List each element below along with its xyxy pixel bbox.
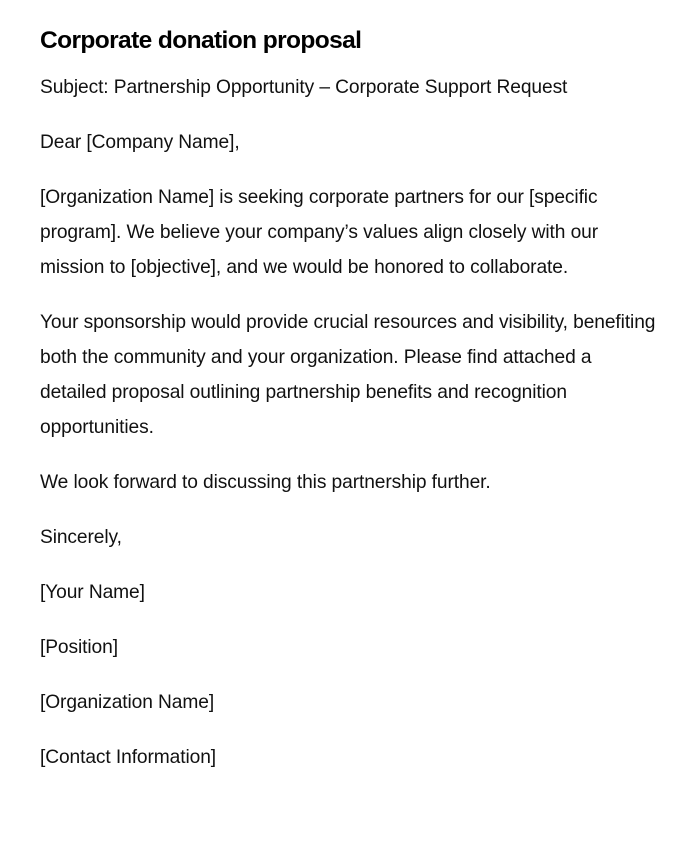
closing-line: Sincerely, [40,527,122,548]
signature-contact: [Contact Information] [40,747,217,768]
subject-line: Subject: Partnership Opportunity – Corporate Support Request [40,77,568,98]
signature-organization: [Organization Name] [40,692,215,713]
salutation: Dear [Company Name], [40,132,240,153]
document-title: Corporate donation proposal [40,27,362,54]
body-paragraph-closing: We look forward to discussing this partnership further. [40,472,491,493]
signature-name: [Your Name] [40,582,145,603]
signature-position: [Position] [40,637,118,658]
body-paragraph-intro: [Organization Name] is seeking corporate partners for our [specific program]. We believe your company’s values align closely with our mission to [objective], and we would be honored to collaborate. [40,187,599,278]
body-paragraph-benefits: Your sponsorship would provide crucial resources and visibility, benefiting both the community and your organization. Please find attached a detailed proposal outlining partnership benefits and recognition opportunities. [40,312,656,438]
